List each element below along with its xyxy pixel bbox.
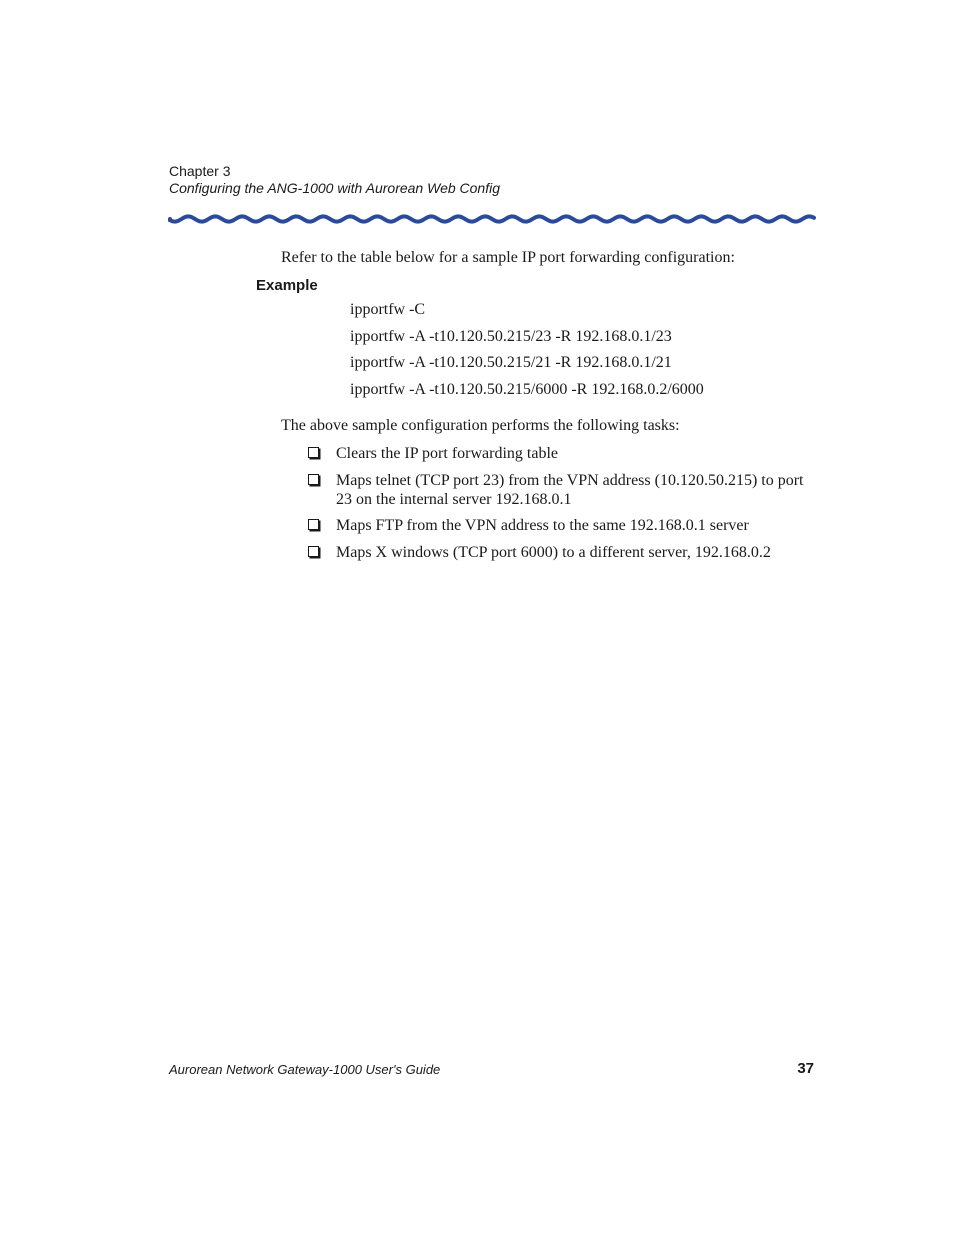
task-list <box>307 444 807 569</box>
page-number: 37 <box>797 1060 814 1077</box>
example-commands <box>350 300 704 406</box>
chapter-number: Chapter 3 <box>169 163 231 179</box>
list-item-text: Clears the IP port forwarding table <box>336 445 559 462</box>
checkbox-bullet-icon <box>308 546 319 557</box>
list-item-text: Maps X windows (TCP port 6000) to a different server, 192.168.0.2 <box>336 543 771 561</box>
example-heading: Example <box>256 277 318 294</box>
checkbox-bullet-icon <box>308 519 319 530</box>
checkbox-bullet-icon <box>308 447 319 458</box>
intro-paragraph: Refer to the table below for a sample IP port forwarding configuration: <box>281 249 735 266</box>
list-item <box>307 471 807 509</box>
list-item-text: Maps telnet (TCP port 23) from the VPN address (10.120.50.215) to port 23 on the internal server 192.168.0.1 <box>336 471 804 508</box>
command-line: ipportfw -A -t10.120.50.215/23 -R 192.168.0.1/23 <box>350 327 672 345</box>
tasks-intro-paragraph: The above sample configuration performs the following tasks: <box>281 417 680 434</box>
running-header <box>169 163 500 197</box>
footer-guide-title: Aurorean Network Gateway-1000 User's Guide <box>169 1062 441 1077</box>
command-line: ipportfw -C <box>350 301 426 318</box>
command-line: ipportfw -A -t10.120.50.215/6000 -R 192.168.0.2/6000 <box>350 380 704 398</box>
wavy-divider-rule <box>168 211 816 227</box>
list-item <box>307 444 807 463</box>
chapter-title: Configuring the ANG-1000 with Aurorean Web Config <box>169 180 500 196</box>
checkbox-bullet-icon <box>308 474 319 485</box>
list-item <box>307 516 807 535</box>
list-item <box>307 543 807 562</box>
list-item-text: Maps FTP from the VPN address to the same 192.168.0.1 server <box>336 517 749 534</box>
command-line: ipportfw -A -t10.120.50.215/21 -R 192.168.0.1/21 <box>350 354 672 371</box>
